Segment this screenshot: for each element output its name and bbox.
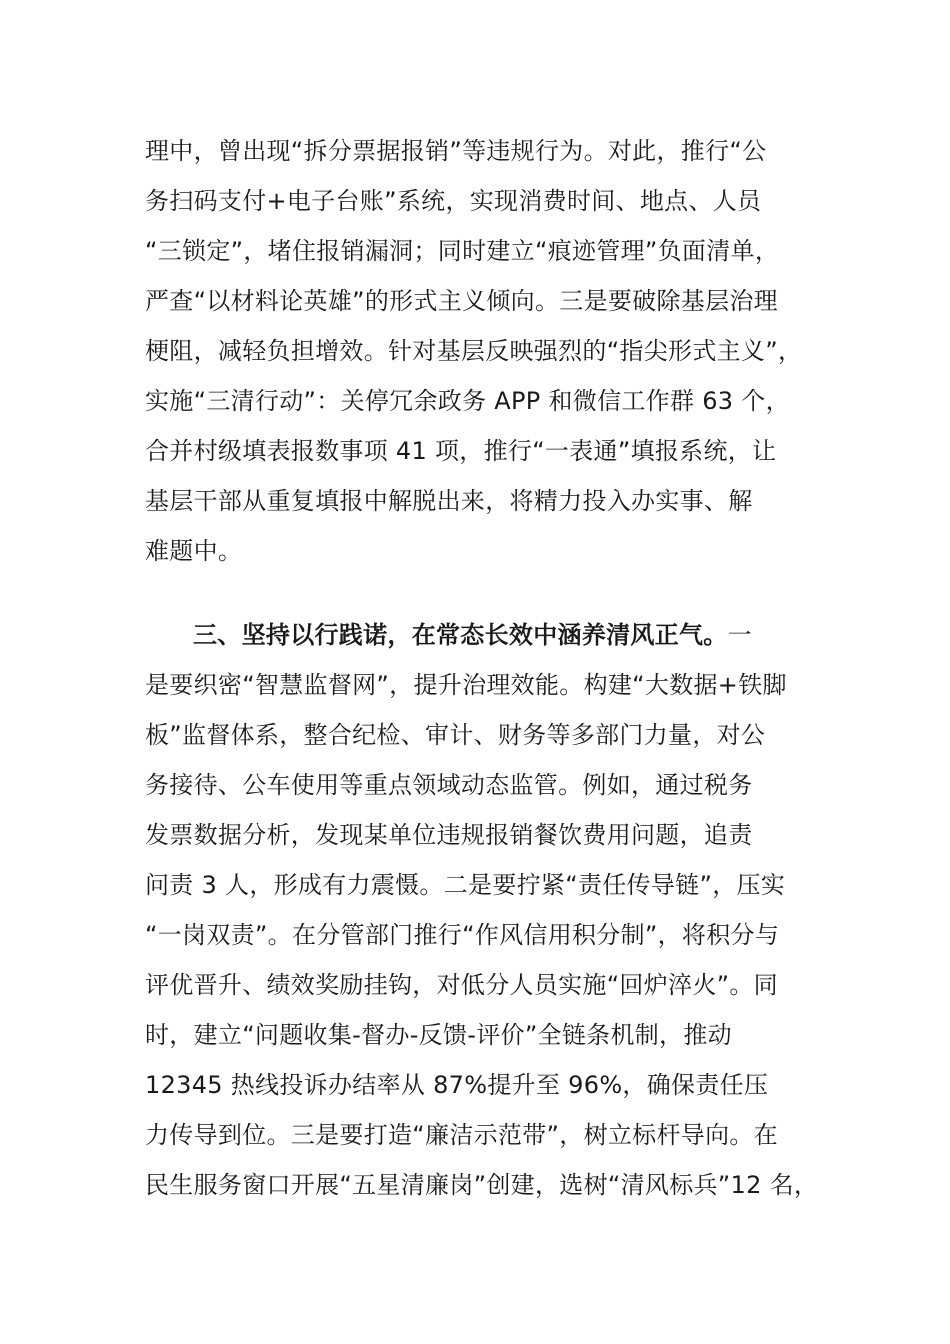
paragraph-line: 理中，曾出现“拆分票据报销”等违规行为。对此，推行“公 <box>145 137 767 165</box>
paragraph-line: “三锁定”，堵住报销漏洞；同时建立“痕迹管理”负面清单， <box>145 237 780 265</box>
paragraph-line: 12345 热线投诉办结率从 87%提升至 96%，确保责任压 <box>145 1071 769 1099</box>
paragraph-line: 评优晋升、绩效奖励挂钩，对低分人员实施“回炉淬火”。同 <box>145 971 778 999</box>
paragraph-line: 实施“三清行动”：关停冗余政务 APP 和微信工作群 63 个， <box>145 387 790 415</box>
paragraph-line: 务接待、公车使用等重点领域动态监管。例如，通过税务 <box>145 771 753 799</box>
paragraph-line: 合并村级填表报数事项 41 项，推行“一表通”填报系统，让 <box>145 437 777 465</box>
paragraph-line: 板”监督体系，整合纪检、审计、财务等多部门力量，对公 <box>145 721 766 749</box>
paragraph-line: 力传导到位。三是要打造“廉洁示范带”，树立标杆导向。在 <box>145 1121 778 1149</box>
paragraph-line: 梗阻，减轻负担增效。针对基层反映强烈的“指尖形式主义”， <box>145 337 803 365</box>
paragraph-line: 基层干部从重复填报中解脱出来，将精力投入办实事、解 <box>145 487 753 515</box>
paragraph-line: 问责 3 人，形成有力震慑。二是要拧紧“责任传导链”，压实 <box>145 871 786 899</box>
paragraph-line: 是要织密“智慧监督网”，提升治理效能。构建“大数据+铁脚 <box>145 671 787 699</box>
paragraph-line: 务扫码支付+电子台账”系统，实现消费时间、地点、人员 <box>145 187 762 215</box>
paragraph-line: 民生服务窗口开展“五星清廉岗”创建，选树“清风标兵”12 名， <box>145 1171 819 1199</box>
heading-trailing-text: 一 <box>727 621 752 649</box>
section-heading-line <box>193 620 752 650</box>
paragraph-line: “一岗双责”。在分管部门推行“作风信用积分制”，将积分与 <box>145 921 780 949</box>
paragraph-line: 发票数据分析，发现某单位违规报销餐饮费用问题，追责 <box>145 821 753 849</box>
paragraph-line: 难题中。 <box>145 537 243 565</box>
paragraph-line: 严查“以材料论英雄”的形式主义倾向。三是要破除基层治理 <box>145 287 778 315</box>
paragraph-line: 时，建立“问题收集-督办-反馈-评价”全链条机制，推动 <box>145 1021 732 1049</box>
section-heading: 三、坚持以行践诺，在常态长效中涵养清风正气。 <box>193 621 728 649</box>
